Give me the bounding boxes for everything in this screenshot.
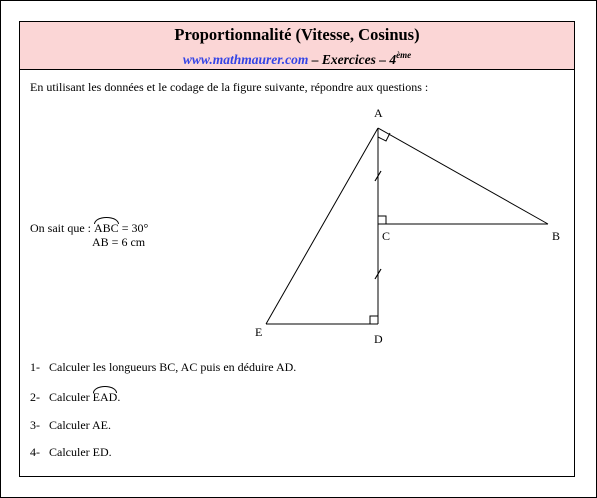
given-length: AB = 6 cm: [92, 235, 146, 249]
angle-value: = 30°: [118, 221, 149, 235]
question-text: Calculer les longueurs BC, AC puis en déduire AD.: [49, 360, 297, 374]
question-text: Calculer AE.: [49, 418, 111, 432]
question-1: [30, 360, 296, 374]
question-3: [30, 418, 111, 432]
given-angle: [30, 221, 148, 235]
point-label-E: E: [255, 325, 263, 339]
question-number: 1-: [30, 360, 40, 374]
question-number: 2-: [30, 390, 40, 404]
point-label-B: B: [552, 229, 561, 243]
question-text: Calculer ED.: [49, 445, 112, 459]
segment-AB: [378, 128, 548, 224]
site-link[interactable]: www.mathmaurer.com: [182, 52, 309, 67]
right-angle-mark-D: [370, 316, 378, 324]
question-2: [30, 390, 120, 404]
question-4: [30, 445, 112, 459]
point-label-A: A: [374, 106, 383, 120]
angle-EAD: EAD: [92, 390, 118, 404]
page-title: Proportionnalité (Vitesse, Cosinus): [174, 25, 420, 44]
right-angle-mark-C: [378, 216, 386, 224]
question-text: Calculer: [49, 390, 93, 404]
given-prefix: On sait que :: [30, 221, 94, 235]
grade-superscript: ème: [396, 50, 412, 60]
question-number: 3-: [30, 418, 40, 432]
question-suffix: .: [117, 390, 121, 404]
point-label-C: C: [382, 229, 391, 243]
segment-AE: [266, 128, 378, 324]
subtitle-text: – Exercices – 4: [308, 52, 397, 67]
angle-ABC: ABC: [94, 221, 119, 235]
point-label-D: D: [374, 332, 383, 346]
question-number: 4-: [30, 445, 40, 459]
intro-text: En utilisant les données et le codage de la figure suivante, répondre aux questions :: [30, 80, 429, 94]
